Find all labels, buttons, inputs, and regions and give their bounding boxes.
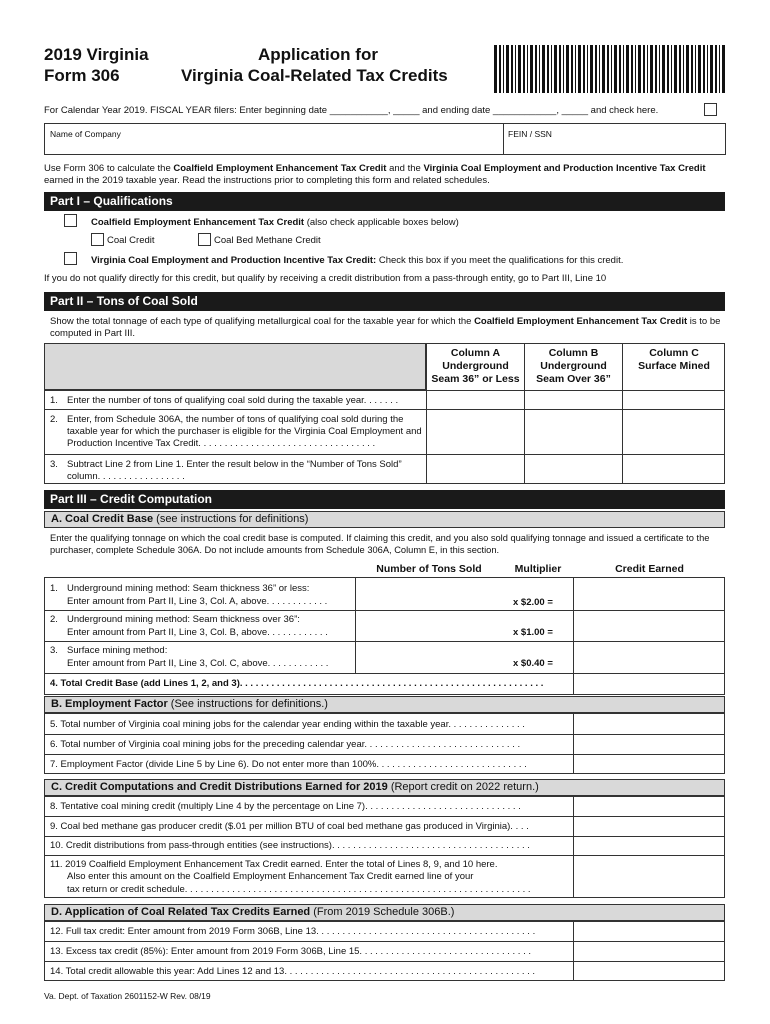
line5-text: 5. Total number of Virginia coal mining jobs for the calendar year ending within the taxable year. . . . . . . . . . . . . . .: [50, 719, 525, 730]
line1-col-c-input[interactable]: [624, 392, 723, 407]
col-divider: [355, 578, 356, 674]
line13-text: 13. Excess tax credit (85%): Enter amount from 2019 Form 306B, Line 15. . . . . . . . . . . . . . . . . . . . . . . . . . . . . . . . .: [50, 946, 531, 957]
line1-col-b-input[interactable]: [526, 392, 620, 407]
row-divider: [44, 961, 725, 962]
row-divider: [44, 454, 725, 455]
a-line2-tons-input[interactable]: [357, 612, 502, 639]
part2-line2: Enter, from Schedule 306A, the number of tons of qualifying coal sold during the taxable year for which the purchaser is eligible for the Virginia Coal Employment and Production Incentive Tax Credit. . . . . . . . . . . . . . . . . . . . . . . . . . . . . . . . . .: [67, 414, 422, 449]
row-divider: [44, 836, 725, 837]
a-line2-text2: Enter amount from Part II, Line 3, Col. B, above. . . . . . . . . . . .: [67, 627, 328, 638]
a-line1-num: 1.: [50, 583, 58, 594]
part2-line2-num: 2.: [50, 414, 58, 425]
line2-col-c-input[interactable]: [624, 411, 723, 452]
line5-input[interactable]: [575, 715, 723, 732]
part2-table-corner: [44, 343, 426, 390]
footer-text: Va. Dept. of Taxation 2601152-W Rev. 08/19: [44, 991, 211, 1001]
line6-input[interactable]: [575, 736, 723, 752]
part1-header: Part I – Qualifications: [44, 192, 725, 211]
row-divider: [44, 390, 725, 391]
line11-text3: tax return or credit schedule. . . . . . . . . . . . . . . . . . . . . . . . . . . . . . . . . . . . . . . . . . . . . . . . . . . . . . . . . . . . . . . . . .: [67, 884, 531, 895]
col-b-header: Column B Underground Seam Over 36”: [536, 347, 611, 385]
section-c-header: C. Credit Computations and Credit Distributions Earned for 2019 (Report credit on 2022 return.): [44, 779, 725, 796]
line10-input[interactable]: [575, 838, 723, 853]
a-line3-multiplier: x $0.40 =: [513, 658, 553, 669]
col-divider: [573, 921, 574, 981]
credit-earned-header: Credit Earned: [615, 563, 684, 575]
line6-text: 6. Total number of Virginia coal mining jobs for the preceding calendar year. . . . . . . . . . . . . . . . . . . . . . . . . . . . . .: [50, 739, 521, 750]
form-number: Form 306: [44, 66, 120, 85]
a-line3-text1: Surface mining method:: [67, 645, 168, 656]
part3-header: Part III – Credit Computation: [44, 490, 725, 509]
line12-input[interactable]: [575, 923, 723, 939]
a-line3-tons-input[interactable]: [357, 643, 502, 672]
part2-line3-num: 3.: [50, 459, 58, 470]
line3-col-c-input[interactable]: [624, 456, 723, 482]
part2-header: Part II – Tons of Coal Sold: [44, 292, 725, 311]
line13-input[interactable]: [575, 943, 723, 959]
col-divider: [573, 796, 574, 898]
coal-credit-checkbox[interactable]: [91, 233, 104, 246]
line2-col-a-input[interactable]: [428, 411, 522, 452]
line11-text2: Also enter this amount on the Coalfield Employment Enhancement Tax Credit earned line of your: [67, 871, 474, 882]
a-line2-num: 2.: [50, 614, 58, 625]
line4-text: 4. Total Credit Base (add Lines 1, 2, and 3). . . . . . . . . . . . . . . . . . . . . . . . . . . . . . . . . . . . . . . . . . . . . . . . . . . . . . . . . .: [50, 678, 544, 689]
coal-bed-methane-checkbox[interactable]: [198, 233, 211, 246]
company-divider: [503, 123, 504, 155]
line4-input[interactable]: [575, 675, 723, 693]
coal-credit-label: Coal Credit: [107, 235, 155, 246]
a-line1-credit-input[interactable]: [575, 580, 723, 608]
form-title-line1: Application for: [258, 45, 378, 64]
row-divider: [44, 855, 725, 856]
coalfield-credit-checkbox[interactable]: [64, 214, 77, 227]
section-d-header: D. Application of Coal Related Tax Credits Earned (From 2019 Schedule 306B.): [44, 904, 725, 921]
fein-label: FEIN / SSN: [508, 129, 552, 139]
line1-col-a-input[interactable]: [428, 392, 522, 407]
fiscal-year-checkbox[interactable]: [704, 103, 717, 116]
part1-option2: Virginia Coal Employment and Production Incentive Tax Credit: Check this box if you meet the qualifications for this credit.: [91, 255, 624, 266]
line14-input[interactable]: [575, 963, 723, 979]
line12-text: 12. Full tax credit: Enter amount from 2019 Form 306B, Line 13. . . . . . . . . . . . . . . . . . . . . . . . . . . . . . . . . . . . . . . . . .: [50, 926, 536, 937]
fein-input[interactable]: [510, 140, 720, 152]
form-year: 2019 Virginia: [44, 45, 149, 64]
section-a-description: Enter the qualifying tonnage on which the coal credit base is computed. If claiming this credit, and you also sold qualifying tonnage and issued a certificate to the purchaser, complete Schedule 306A. Do not include amounts from Schedule 306A, Column E, in this section.: [50, 533, 710, 555]
row-divider: [44, 641, 725, 642]
part2-line1-num: 1.: [50, 395, 58, 406]
part2-line3: Subtract Line 2 from Line 1. Enter the result below in the “Number of Tons Sold” column. . . . . . . . . . . . . . . . .: [67, 459, 402, 482]
a-line1-tons-input[interactable]: [357, 580, 502, 608]
a-line3-text2: Enter amount from Part II, Line 3, Col. C, above. . . . . . . . . . . .: [67, 658, 329, 669]
tons-sold-header: Number of Tons Sold: [376, 563, 482, 575]
form-title-line2: Virginia Coal-Related Tax Credits: [181, 66, 448, 85]
incentive-credit-checkbox[interactable]: [64, 252, 77, 265]
section-a-header: A. Coal Credit Base (see instructions for definitions): [44, 511, 725, 528]
a-line1-text1: Underground mining method: Seam thickness 36” or less:: [67, 583, 310, 594]
col-c-header: Column C Surface Mined: [638, 347, 710, 372]
row-divider: [44, 754, 725, 755]
a-line1-multiplier: x $2.00 =: [513, 597, 553, 608]
company-name-input[interactable]: [52, 140, 497, 152]
line2-col-b-input[interactable]: [526, 411, 620, 452]
barcode: [494, 45, 726, 93]
part2-description: Show the total tonnage of each type of qualifying metallurgical coal for the taxable year for which the Coalfield Employment Enhancement Tax Credit is to be computed in Part III.: [50, 316, 721, 339]
line3-col-a-input[interactable]: [428, 456, 522, 482]
a-line1-text2: Enter amount from Part II, Line 3, Col. A, above. . . . . . . . . . . .: [67, 596, 328, 607]
calendar-year-line: For Calendar Year 2019. FISCAL YEAR filers: Enter beginning date ___________, _____ and ending date ____________, _____ and check here.: [44, 105, 659, 116]
line7-input[interactable]: [575, 756, 723, 772]
multiplier-header: Multiplier: [514, 563, 562, 575]
line11-input[interactable]: [575, 857, 723, 896]
line10-text: 10. Credit distributions from pass-through entities (see instructions). . . . . . . . . . . . . . . . . . . . . . . . . . . . . . . . . . . . . .: [50, 840, 530, 851]
a-line3-credit-input[interactable]: [575, 643, 723, 672]
line9-input[interactable]: [575, 818, 723, 834]
row-divider: [44, 941, 725, 942]
line14-text: 14. Total credit allowable this year: Add Lines 12 and 13. . . . . . . . . . . . . . . . . . . . . . . . . . . . . . . . . . . . . . . . . . . . . . . .: [50, 966, 536, 977]
row-divider: [44, 409, 725, 410]
row-divider: [44, 610, 725, 611]
a-line3-num: 3.: [50, 645, 58, 656]
a-line2-multiplier: x $1.00 =: [513, 627, 553, 638]
col-a-header: Column A Underground Seam 36” or Less: [431, 347, 520, 385]
a-line2-credit-input[interactable]: [575, 612, 723, 639]
part2-line1: Enter the number of tons of qualifying coal sold during the taxable year. . . . . . .: [67, 395, 399, 406]
part1-note: If you do not qualify directly for this credit, but qualify by receiving a credit distribution from a pass-through entity, go to Part III, Line 10: [44, 273, 607, 284]
intro-text: Use Form 306 to calculate the Coalfield Employment Enhancement Tax Credit and the Virginia Coal Employment and Production Incentive Tax Credit earned in the 2019 taxable year. Read the instructions prior to completing this form and related schedules.: [44, 163, 706, 186]
section-b-header: B. Employment Factor (See instructions for definitions.): [44, 696, 725, 713]
line3-col-b-input[interactable]: [526, 456, 620, 482]
row-divider: [44, 734, 725, 735]
line8-text: 8. Tentative coal mining credit (multiply Line 4 by the percentage on Line 7). . . . . . . . . . . . . . . . . . . . . . . . . . . . . .: [50, 801, 521, 812]
part1-option1: Coalfield Employment Enhancement Tax Credit (also check applicable boxes below): [91, 217, 459, 228]
coal-bed-methane-label: Coal Bed Methane Credit: [214, 235, 321, 246]
line8-input[interactable]: [575, 798, 723, 814]
col-divider: [573, 673, 574, 695]
col-divider: [573, 713, 574, 774]
row-divider: [44, 816, 725, 817]
line7-text: 7. Employment Factor (divide Line 5 by Line 6). Do not enter more than 100%. . . . . . . . . . . . . . . . . . . . . . . . . . . . .: [50, 759, 527, 770]
company-name-label: Name of Company: [50, 129, 121, 139]
line9-text: 9. Coal bed methane gas producer credit ($.01 per million BTU of coal bed methane gas produced in Virginia). . . .: [50, 821, 529, 832]
a-line2-text1: Underground mining method: Seam thickness over 36”:: [67, 614, 300, 625]
line11-text1: 11. 2019 Coalfield Employment Enhancement Tax Credit earned. Enter the total of Lines 8, 9, and 10 here.: [50, 859, 498, 870]
